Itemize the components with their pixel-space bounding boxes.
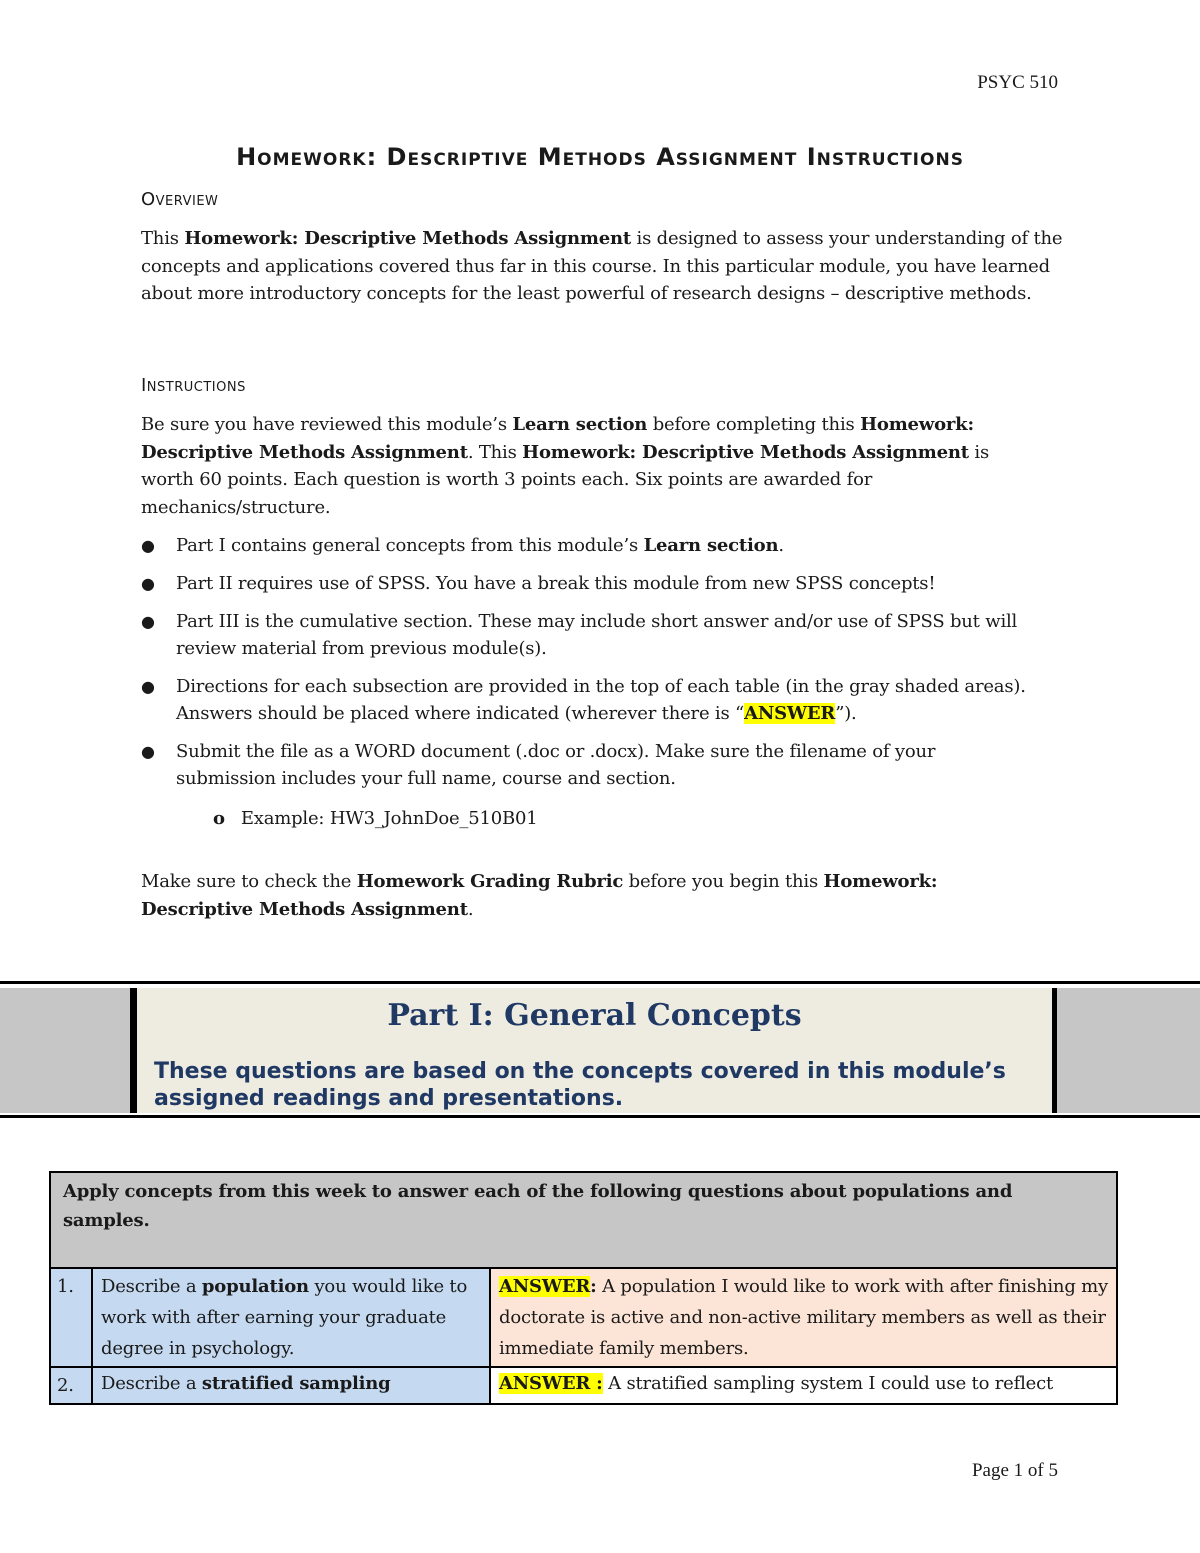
question-text-rest: you would like to work with after earning your graduate degree in psychology.: [101, 1276, 468, 1359]
list-item: [141, 570, 1041, 597]
banner-right-cell: [1053, 988, 1200, 1113]
instr-text-3: . This: [467, 441, 523, 463]
running-header: PSYC 510: [977, 72, 1058, 93]
table-row: [50, 1268, 1117, 1367]
overview-text: This: [141, 228, 185, 249]
answer-text: A population I would like to work with after finishing my doctorate is active and non-active military members as well as their immediate family members.: [499, 1276, 1109, 1359]
sub-bullet-text: Example: HW3_JohnDoe_510B01: [240, 808, 538, 829]
question-text: Describe a: [101, 1276, 202, 1297]
answer-text: A stratified sampling system I could use to reflect: [602, 1373, 1053, 1394]
overview-bold: Homework: Descriptive Methods Assignment: [184, 228, 632, 249]
bullet-text: Part III is the cumulative section. These may include short answer and/or use of SPSS but will review material from previous module(s).: [176, 611, 1018, 659]
bullet-text: Directions for each subsection are provided in the top of each table (in the gray shaded areas). Answers should be placed where indicated (wherever there is “: [176, 676, 1026, 724]
answer-cell[interactable]: [490, 1367, 1117, 1404]
question-number: 1.: [50, 1268, 92, 1367]
question-bold: stratified sampling: [201, 1373, 391, 1394]
bullet-text: Part I contains general concepts from this module’s: [176, 535, 644, 556]
table-row: [50, 1172, 1117, 1268]
closing-text-end: .: [467, 898, 474, 920]
answer-label: ANSWER :: [499, 1373, 603, 1394]
instr-text-4: is worth 60 points. Each question is worth 3 points each. Six points are awarded for mechanics/structure.: [141, 441, 989, 518]
table-row: [50, 1367, 1117, 1404]
instr-bold-2: Homework: Descriptive Methods Assignment: [141, 414, 974, 463]
overview-text-rest: is designed to assess your understanding of the concepts and applications covered thus far in this course. In this particular module, you have learned about more introductory concepts for the least powerful of research designs – descriptive methods.: [141, 228, 1063, 304]
instr-text-1: Be sure you have reviewed this module’s: [141, 414, 513, 435]
instructions-paragraph: [141, 411, 1041, 521]
question-number: 2.: [50, 1367, 92, 1404]
bullet-text: Part II requires use of SPSS. You have a break this module from new SPSS concepts!: [176, 573, 936, 594]
bullet-icon: ●: [141, 742, 155, 761]
list-item: [141, 608, 1036, 662]
list-item: [141, 673, 1036, 727]
answer-highlight: ANSWER: [744, 703, 836, 724]
instr-text-2: before completing this: [647, 414, 861, 435]
bullet-icon: ●: [141, 677, 155, 696]
part-banner: [0, 981, 1200, 1118]
overview-paragraph: [141, 225, 1066, 308]
list-item: [141, 532, 1041, 559]
question-text: Describe a: [101, 1373, 202, 1394]
closing-bold-2: Homework: Descriptive Methods Assignment: [141, 871, 938, 920]
closing-text-mid: before you begin this: [623, 871, 824, 892]
sub-bullet: [213, 808, 538, 829]
bullet-text-end: ”).: [835, 703, 857, 724]
bullet-text: Submit the file as a WORD document (.doc or .docx). Make sure the filename of your submission includes your full name, course and section.: [176, 741, 936, 789]
bullet-icon: ●: [141, 574, 155, 593]
table-directions: Apply concepts from this week to answer each of the following questions about populations and samples.: [50, 1172, 1117, 1268]
instr-bold-1: Learn section: [512, 414, 648, 435]
bullet-icon: ●: [141, 612, 155, 631]
overview-heading: Overview: [141, 189, 219, 210]
closing-text: Make sure to check the: [141, 871, 357, 892]
question-table: [49, 1171, 1118, 1405]
part-subtitle: These questions are based on the concepts covered in this module’s assigned readings and presentations.: [154, 1059, 1006, 1111]
question-cell: [92, 1367, 490, 1404]
bullet-text-end: .: [778, 535, 784, 556]
page-number: Page 1 of 5: [971, 1460, 1058, 1481]
instruction-bullets: [141, 532, 1041, 792]
banner-center-cell: [134, 988, 1055, 1113]
page-title: Homework: Descriptive Methods Assignment Instructions: [236, 143, 964, 171]
list-item: [141, 738, 1026, 792]
closing-paragraph: [141, 868, 1021, 923]
question-cell: [92, 1268, 490, 1367]
question-bold: population: [201, 1276, 309, 1297]
banner-left-cell: [0, 988, 134, 1113]
part-title: Part I: General Concepts: [387, 998, 802, 1033]
instr-bold-3: Homework: Descriptive Methods Assignment: [522, 441, 969, 463]
bullet-icon: ●: [141, 536, 155, 555]
answer-label: ANSWER: [499, 1276, 591, 1297]
closing-bold-1: Homework Grading Rubric: [356, 871, 624, 892]
instructions-heading: Instructions: [141, 375, 246, 396]
circle-bullet-icon: o: [213, 808, 225, 829]
answer-cell[interactable]: [490, 1268, 1117, 1367]
answer-colon: :: [590, 1276, 597, 1297]
bullet-bold: Learn section: [643, 535, 779, 556]
